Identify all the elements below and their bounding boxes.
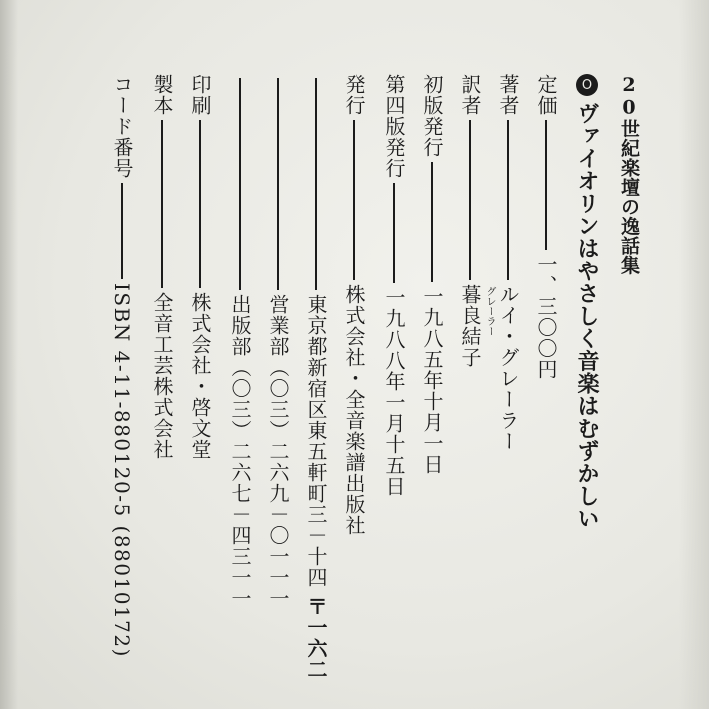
printing-row (190, 74, 210, 460)
code-label: コード番号 (110, 74, 134, 179)
title-column (576, 74, 598, 530)
price-label: 定価 (534, 74, 558, 116)
binding-leader (161, 120, 163, 288)
page-gutter (679, 0, 709, 709)
issuer-label: 発行 (342, 74, 366, 116)
page-shadow (0, 0, 18, 709)
publishing-dept-row (230, 74, 250, 609)
binding-value: 全音工芸株式会社 (150, 292, 174, 460)
author-leader (507, 120, 509, 280)
fourth-edition-label: 第四版発行 (382, 74, 406, 179)
translator-value: 暮良結子 (458, 284, 482, 368)
translator-leader (469, 120, 471, 280)
translator-row (458, 74, 495, 368)
issuer-leader (353, 120, 355, 280)
printing-label: 印刷 (188, 74, 212, 116)
translator-reading: グレーラー (484, 286, 495, 336)
first-edition-leader (431, 162, 433, 282)
address-value: 東京都新宿区東五軒町三－十四 (304, 294, 328, 588)
code-row (112, 74, 132, 658)
author-row (498, 74, 518, 452)
binding-label: 製本 (150, 74, 174, 116)
code-leader (121, 183, 123, 279)
publishing-dept-leader (239, 78, 241, 290)
price-value: 一、三〇〇円 (534, 254, 558, 380)
sales-dept-value: 営業部（〇三）二六九－〇一一一 (266, 294, 290, 609)
first-edition-value: 一九八五年十月一日 (420, 286, 444, 475)
first-edition-row (422, 74, 442, 475)
translator-name-group (458, 284, 495, 368)
series-column (619, 74, 638, 275)
translator-label: 訳者 (458, 74, 482, 116)
sales-dept-row (268, 74, 288, 609)
sales-dept-leader (277, 78, 279, 290)
printing-value: 株式会社・啓文堂 (188, 292, 212, 460)
binding-row (152, 74, 172, 460)
printing-leader (199, 120, 201, 288)
author-value: ルイ・グレーラー (496, 284, 520, 452)
publisher-mark-icon: O (576, 74, 598, 96)
fourth-edition-value: 一九八八年一月十五日 (382, 287, 406, 497)
isbn-value: ISBN 4-11-880120-5 (88010172) (110, 283, 134, 658)
author-label: 著者 (496, 74, 520, 116)
price-leader (545, 120, 547, 250)
publishing-dept-value: 出版部（〇三）二六七－四三一一 (228, 294, 252, 609)
fourth-edition-leader (393, 183, 395, 283)
colophon-block (86, 74, 646, 680)
address-leader (315, 78, 317, 290)
issuer-row (344, 74, 364, 536)
series-title: 20世紀楽壇の逸話集 (618, 74, 640, 275)
price-row (536, 74, 556, 380)
first-edition-label: 初版発行 (420, 74, 444, 158)
issuer-value: 株式会社・全音楽譜出版社 (342, 284, 366, 536)
book-title: ヴァイオリンはやさしく音楽はむずかしい (574, 102, 600, 530)
address-row (306, 74, 326, 680)
fourth-edition-row (384, 74, 404, 497)
postal-code: 〒一六二 (304, 596, 328, 680)
